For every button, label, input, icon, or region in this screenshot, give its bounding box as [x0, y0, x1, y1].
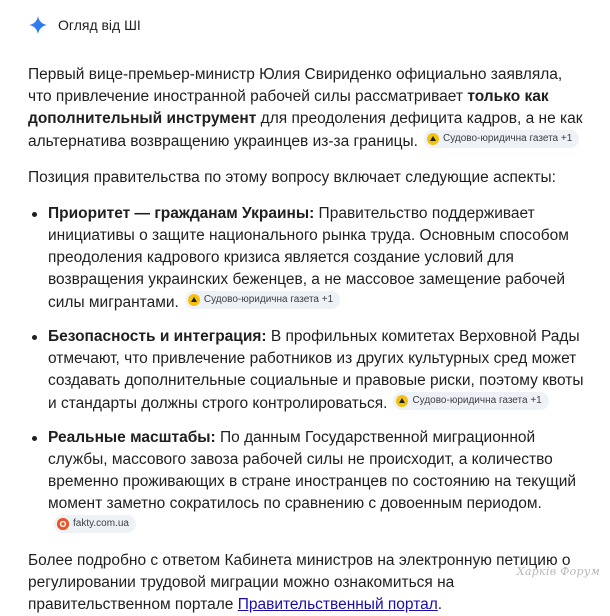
outro-text-end: .	[437, 596, 443, 613]
outro-paragraph	[28, 550, 586, 616]
gemini-spark-icon	[28, 15, 48, 35]
source-chip-label: Судово-юридична газета +1	[412, 395, 542, 406]
overview-title: Огляд від ШІ	[58, 17, 141, 33]
intro-bold: только как дополнительный инструмент	[28, 88, 549, 127]
intro-text-end: для преодоления дефицита кадров, а не как альтернатива возвращению украинцев из-за границы.	[28, 110, 583, 150]
source-chip[interactable]	[185, 291, 340, 309]
list-item	[28, 427, 586, 538]
aspect-title: Приоритет — гражданам Украины:	[48, 205, 315, 222]
overview-header	[28, 14, 586, 36]
gazeta-logo-icon	[427, 133, 439, 145]
source-chip[interactable]	[54, 515, 136, 533]
aspects-list	[28, 203, 586, 538]
aspect-text: По данным Государственной миграционной службы, массового завоза рабочей силы не происходит, а количество временно проживающих в стране иностранцев по состоянию на текущий момент заметно сократилось по сравнению с довоенным периодом.	[48, 429, 577, 512]
list-item	[28, 203, 586, 314]
aspect-text: В профильных комитетах Верховной Рады отмечают, что привлечение работников из других культурных сред может создавать дополнительные социальные и правовые риски, поэтому квоты и стандарты должны строго контролироваться.	[48, 328, 584, 412]
gazeta-logo-icon	[396, 395, 408, 407]
source-chip-label: fakty.com.ua	[73, 518, 129, 529]
gazeta-logo-icon	[188, 294, 200, 306]
lead-paragraph: Позиция правительства по этому вопросу включает следующие аспекты:	[28, 169, 556, 186]
fakty-logo-icon	[57, 518, 69, 530]
aspect-text: Правительство поддерживает инициативы о защите национального рынка труда. Основным способом преодоления кадрового кризиса является создание условий для возвращения украинских беженцев, а не массовое замещение рабочей силы мигрантами.	[48, 205, 569, 311]
outro-text: Более подробно с ответом Кабинета министров на электронную петицию о регулировании трудовой миграции можно ознакомиться на правительственном портале	[28, 552, 571, 613]
source-chip-label: Судово-юридична газета +1	[203, 294, 334, 305]
intro-text: Первый вице-премьер-министр Юлия Свириденко официально заявляла, что привлечение иностранной рабочей силы рассматривает	[28, 66, 563, 105]
government-portal-link[interactable]: Правительственный портал	[237, 596, 438, 613]
intro-paragraph	[28, 64, 586, 153]
source-chip[interactable]	[393, 392, 548, 410]
aspect-title: Безопасность и интеграция:	[48, 328, 267, 345]
watermark: Харків Форум	[516, 565, 600, 578]
source-chip[interactable]	[424, 130, 579, 148]
aspect-title: Реальные масштабы:	[48, 429, 216, 446]
list-item	[28, 326, 586, 415]
source-chip-label: Судово-юридична газета +1	[442, 133, 573, 144]
